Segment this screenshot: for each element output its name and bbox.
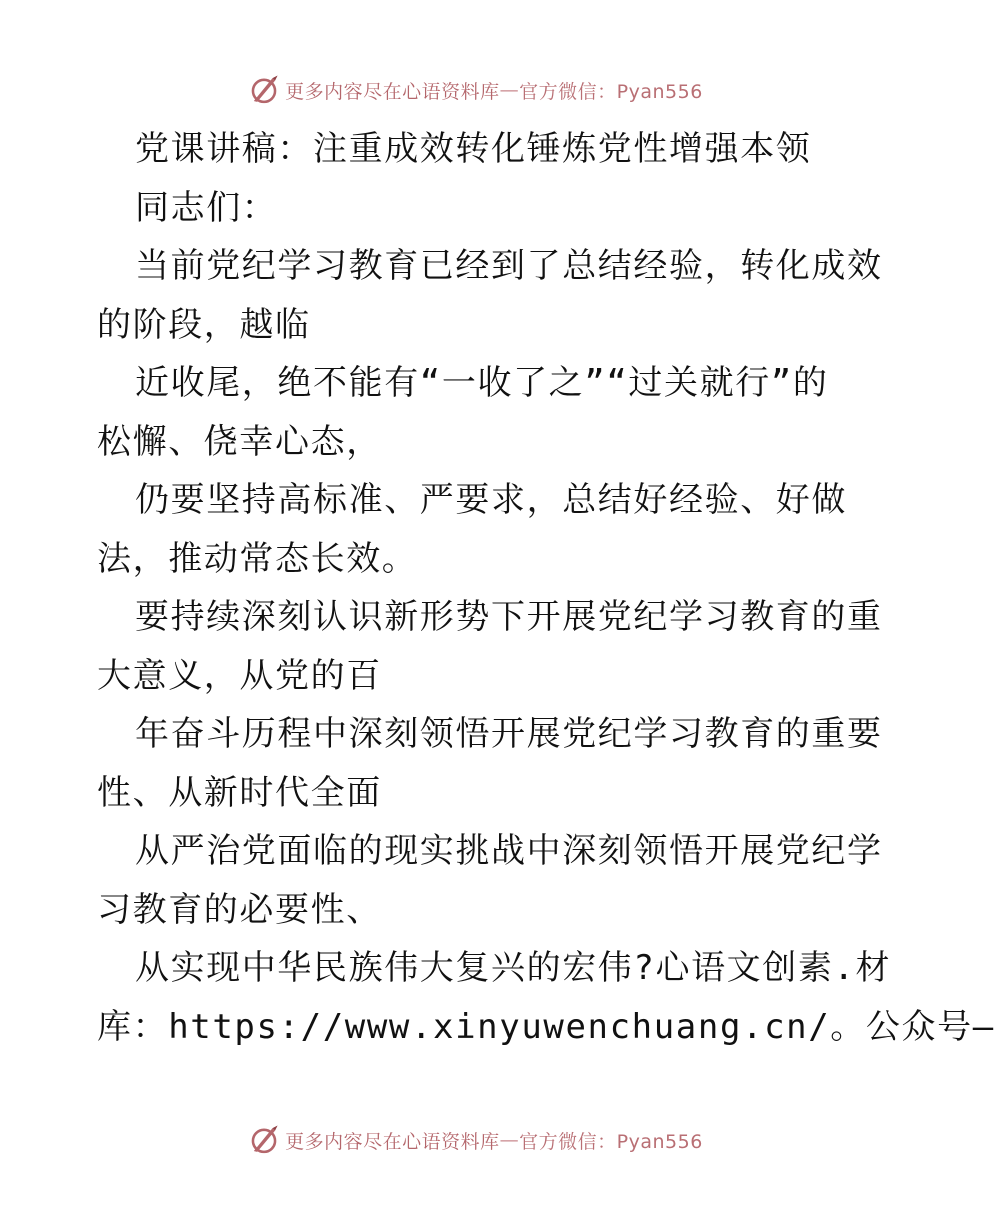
document-line: 性、从新时代全面: [97, 772, 382, 813]
document-line: 的阶段，越临: [97, 304, 311, 345]
document-line: 同志们：: [135, 187, 278, 228]
watermark-separator: —: [499, 1129, 520, 1151]
document-line: 从严治党面临的现实挑战中深刻领悟开展党纪学: [135, 831, 883, 871]
header-watermark: [0, 70, 950, 110]
watermark-main-text: 更多内容尽在心语资料库: [285, 80, 500, 103]
watermark-main-text: 更多内容尽在心语资料库: [285, 1130, 500, 1153]
watermark-separator: —: [499, 79, 520, 101]
document-line: 当前党纪学习教育已经到了总结经验，转化成效: [135, 246, 883, 286]
document-line: 从实现中华民族伟大复兴的宏伟?心语文创素.材: [135, 948, 892, 988]
document-line: 仍要坚持高标准、严要求，总结好经验、好做: [135, 480, 847, 520]
document-line: 法，推动常态长效。: [97, 538, 418, 579]
footer-watermark: [0, 1120, 950, 1160]
document-title: 党课讲稿：注重成效转化锤炼党性增强本领: [135, 129, 812, 169]
watermark-wechat-text: 官方微信：Pyan556: [519, 80, 703, 103]
document-line: 大意义，从党的百: [97, 655, 382, 696]
document-line: 年奋斗历程中深刻领悟开展党纪学习教育的重要: [135, 714, 883, 754]
watermark-wechat-text: 官方微信：Pyan556: [519, 1130, 703, 1153]
document-line: 松懈、侥幸心态，: [97, 421, 382, 462]
quill-pen-logo-icon: [247, 73, 281, 107]
document-body: [97, 120, 995, 1056]
quill-pen-logo-icon: [247, 1123, 281, 1157]
document-line: 习教育的必要性、: [97, 889, 382, 930]
document-line: 库：https://www.xinyuwenchuang.cn/。公众号—: [97, 1006, 995, 1047]
document-line: 要持续深刻认识新形势下开展党纪学习教育的重: [135, 597, 883, 637]
document-line: 近收尾，绝不能有“一收了之”“过关就行”的: [135, 363, 829, 403]
